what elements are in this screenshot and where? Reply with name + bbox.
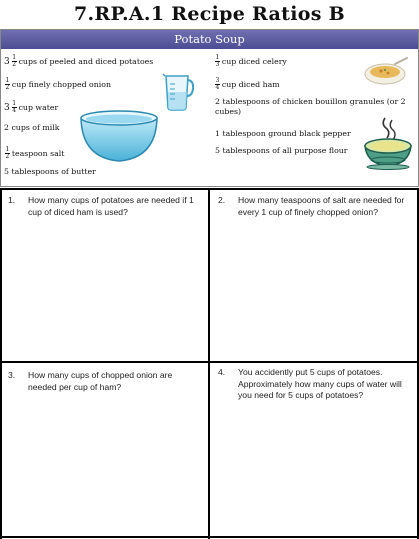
ingredient-ham: $\frac{3}{4}$ cup diced ham (215, 77, 280, 91)
ingredient-potatoes: 3 $\frac{1}{2}$ cups of peeled and diced potatoes (4, 54, 154, 68)
ingredient-bouillon: 2 tablespoons of chicken bouillon granules (or 2 cubes) (215, 97, 406, 116)
ingredient-salt: $\frac{1}{2}$ teaspoon salt (5, 146, 65, 160)
ingredient-pepper: 1 tablespoon ground black pepper (215, 129, 351, 138)
question-number: 2. (218, 195, 226, 205)
ingredient-milk: 2 cups of milk (4, 123, 60, 132)
ingredient-flour: 5 tablespoons of all purpose flour (215, 146, 348, 155)
question-number: 4. (218, 367, 226, 377)
ingredient-water: 3 $\frac{1}{4}$ cup water (4, 100, 59, 114)
question-text: You accidently put 5 cups of potatoes. Approximately how many cups of water will you need for 5 cups of potatoes? (238, 367, 402, 400)
ingredient-onion: $\frac{1}{2}$ cup finely chopped onion (5, 77, 111, 91)
recipe-card (0, 29, 419, 187)
question-2 (210, 195, 417, 355)
ingredient-celery: $\frac{1}{3}$ cup diced celery (215, 54, 287, 68)
question-3 (0, 370, 208, 530)
worksheet-title: 7.RP.A.1 Recipe Ratios B (73, 3, 345, 25)
question-number: 1. (8, 195, 16, 205)
question-number: 3. (8, 370, 16, 380)
measuring-cup-icon (161, 72, 195, 112)
question-text: How many cups of chopped onion are needed per cup of ham? (28, 370, 173, 392)
question-text: How many cups of potatoes are needed if 1 cup of diced ham is used? (28, 195, 194, 217)
question-text: How many teaspoons of salt are needed for every 1 cup of finely chopped onion? (238, 195, 405, 217)
recipe-title: Potato Soup (1, 30, 418, 49)
mixing-bowl-icon (78, 108, 160, 164)
soup-bowl-photo-icon (361, 56, 411, 88)
question-4 (210, 367, 417, 527)
ingredient-butter: 5 tablespoons of butter (4, 167, 96, 176)
question-1 (0, 195, 208, 355)
soup-pot-icon (361, 116, 415, 170)
